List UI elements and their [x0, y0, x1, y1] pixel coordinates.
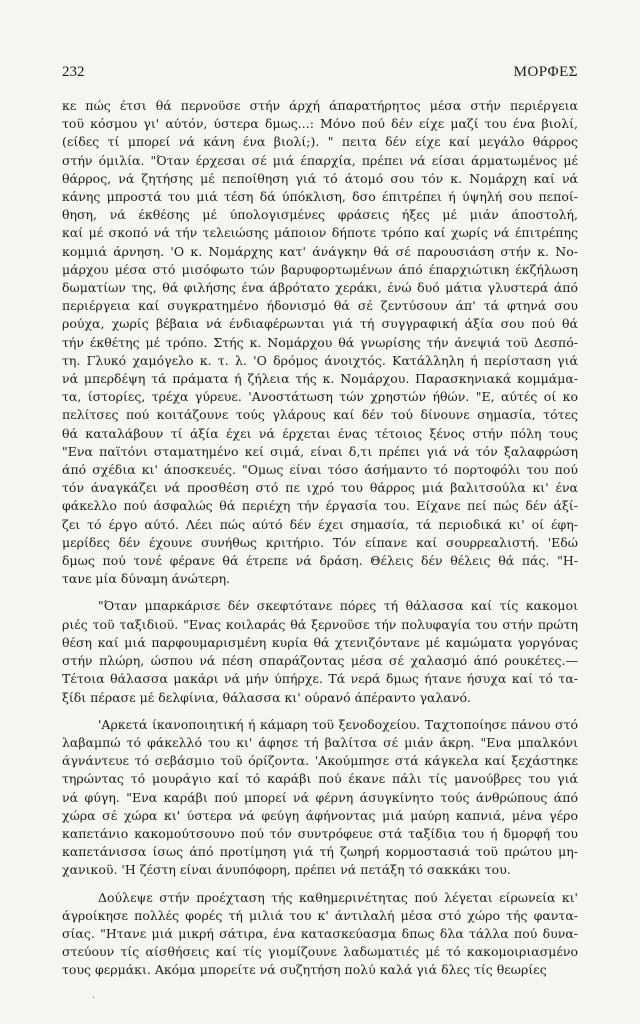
text-line: τήν έκθέτης μέ τρόπο. Στής κ. Νομάρχου θά γνωρίσης τήν άνεψιά τοϋ Δεσπό- [62, 334, 578, 350]
text-line: χώρα σέ χώρα κι' ύστερα νά φεύγη άφήνοντας μιά μαύρη καπνιά, μένα γέρο [62, 807, 578, 823]
text-line: χανικοϋ. 'Η ζέστη είναι άνυπόφορη, πρέπει νά πετάξη τό σακκάκι του. [62, 862, 511, 878]
text-line: Τέτοια θάλασσα μακάρι νά μήν ύπήρχε. Τά νερά δμως ήτανε ήσυχα καί τό τα- [62, 671, 578, 687]
paragraph [62, 597, 578, 706]
text-line: θέση καί μιά παρφουμαρισμένη κυρία θά χτενιζόντανε μέ καμώματα γοργόνας [62, 634, 578, 650]
text-line: "Ενα παϊτόνι σταματημένο κεί σιμά, είναι δ,τι πρέπει γιά νά τόν ξαλαφρώση [62, 443, 578, 459]
text-line: κε πώς έτσι θά περνοϋσε στήν άρχή άπαρατήρητος μέσα στήν περιέργεια [62, 98, 578, 113]
text-line: δμως πού τονέ φέρανε θά έτρεπε νά δράση. Θέλεις δέν θέλεις θά πάς. "Η- [62, 553, 578, 569]
text-line: νά μπερδέψη τά πράματα ή ζήλεια τής κ. Νομάρχου. Παρασκηνιακά κομμάμα- [62, 371, 578, 387]
running-title: ΜΟΡΦΕΣ [513, 64, 578, 80]
text-line: 'Αρκετά ίκανοποιητική ή κάμαρη τοϋ ξενοδοχείου. Ταχτοποίησε πάνου στό [98, 716, 578, 732]
text-line: ρούχα, χωρίς βέβαια νά ένδιαφέρωνται γιά τή συγγραφική άξία σου πού θά [62, 316, 578, 332]
text-line: "Όταν μπαρκάρισε δέν σκεφτότανε πόρες τή θάλασσα καί τίς κακομοι [98, 598, 578, 614]
text-line: θάρρος, νά ζητήσης μέ πεποίθηση γιά τό άτομό σου τόν κ. Νομάρχη καί νά [62, 170, 578, 186]
text-line: θηση, νά έκθέσης μέ ύπολογισμένες φράσεις ήξες μέ μιάν άποστολή, [62, 207, 578, 223]
text-line: (είδες τί μπορεί νά κάνη ένα βιολί;). " πειτα δέν είχε καί μεγάλο θάρρος [62, 134, 578, 150]
paragraph [62, 889, 578, 980]
text-line: κάνης μπροστά του μιά τέση δά ύπόκλιση, δσο έπιτρέπει ή ύψηλή σου πεποί- [62, 189, 578, 205]
text-line: περιέργεια καί συγκρατημένο ήδονισμό θά σέ ζεντύσουν άπ' τά φτηνά σου [62, 298, 578, 314]
text-line: άγροίκησε πολλές φορές τή μιλιά του κ' άντιλαλή μέσα στό χώρο τής φαντα- [62, 907, 578, 923]
text-line: θά καταλάβουν τί άξία έχει νά έρχεται ένας τέτοιος ξένος στήν πόλη τους [62, 425, 578, 441]
text-line: τανε μία δύναμη άνώτερη. [62, 571, 231, 587]
text-line: στήν όμιλία. "Όταν έρχεσαι σέ μιά έπαρχία, πρέπει νά είσαι άρματωμένος μέ [62, 152, 578, 168]
text-line: τη. Γλυκό χαμόγελο κ. τ. λ. 'Ο δρόμος άνοιχτός. Κατάλληλη ή περίσταση γιά [62, 352, 578, 368]
paragraph [62, 97, 578, 588]
text-line: μάρχου μέσα στό μισόφωτο τών βαρυφορτωμένων άπό έπαρχιώτικη έκζήλωση [62, 261, 578, 277]
text-line: καπετάνισσα ίσως άπό προτίμηση γιά τή ζωηρή κορμοστασιά τοϋ πρώτου μη- [62, 844, 578, 860]
text-line: ζει τό έργο αύτό. Λέει πώς αύτό δέν έχει σημασία, τά περιοδικά κι' οί έφη- [62, 516, 578, 532]
text-line: μερίδες δέν έχουνε συνήθως κριτήριο. Τόν είπανε καί σουρρεαλιστή. 'Εδώ [62, 534, 578, 550]
text-line: δωματίων της, θά φιλήσης ένα άβρότατο χεράκι, ένώ δυό μάτια γλυστερά άπό [62, 280, 578, 296]
text-line: τους φερμάκι. Ακόμα μπορείτε νά συζητήση πολύ καλά γιά δλες τίς θεωρίες [62, 962, 547, 978]
text-line: ριές τοϋ ταξιδιοϋ. "Ενας κοιλαράς θά ξερνοϋσε τήν πολυφαγία του στήν πρώτη [62, 616, 578, 632]
page-header [62, 64, 578, 84]
text-line: τοϋ κόσμου γι' αύτόν, ύστερα δμως...: Μόνο πού δέν είχε μαζί του ένα βιολί, [62, 116, 578, 132]
text-line: τα, ίστορίες, τρέχα γύρευε. 'Ανοστάτωση τών χρηστών ήθών. "Ε, αύτές οί κο [62, 389, 578, 405]
footer-mark: . [92, 990, 96, 1001]
paragraph [62, 716, 578, 880]
text-line: σίας. "Ητανε μιά μικρή σάτιρα, ένα κατασκεύασμα δπως δλα τάλλα πού δυνα- [62, 925, 578, 941]
text-line: καπετάνιο κακομούτσουνο πού τόν συντρόφευε στά ταξίδια του ή δμορφή του [62, 825, 578, 841]
text-line: καί μέ σκοπό νά τήν τελειώσης μάποιον δήποτε τρόπο καί χωρίς νά έπιτρέπης [62, 225, 578, 241]
text-line: ξίδι πέρασε μέ δελφίνια, θάλασσα κι' ούρανό άπέραντο γαλανό. [62, 689, 471, 705]
text-line: στήν πλώρη, ώσπου νά πέση σπαράζοντας μέσα σέ χαλασμό άπό ρουκέτες.— [62, 653, 578, 669]
text-line: τόν άναγκάζει νά προσθέση στό πε ιχρό του θάρρος μιά βαλιτσούλα κι' ένα [62, 480, 578, 496]
text-line: νά φύγη. "Ενα καράβι πού μπορεί νά φέρνη άσυγκίνητο τούς άνθρώπους άπό [62, 789, 578, 805]
text-line: άγνάντευε τό σεβάσμιο τοϋ όρίζοντα. 'Ακούμπησε στά κάγκελα καί ξεχάστηκε [62, 753, 578, 769]
text-line: τηρώντας τό μουράγιο καί τό καράβι πού έκανε πάλι τίς μανούβρες του γιά [62, 771, 578, 787]
text-line: πελίτσες πού κοιτάζουνε τούς γλάρους καί δέν τού δίνουνε σημασία, τότες [62, 407, 578, 423]
text-line: Δούλεψε στήν προέχταση τής καθημερινέτητας πού λέγεται είρωνεία κι' [98, 889, 578, 905]
page-number: 232 [62, 64, 85, 80]
text-line: λαβαμπώ τό φάκελλό του κι' άφησε τή βαλίτσα σέ μιάν άκρη. "Ενα μπαλκόνι [62, 734, 578, 750]
text-line: κομμιά άρνηση. 'Ο κ. Νομάρχης κατ' άνάγκην θά σέ παρουσιάση στήν κ. Νο- [62, 243, 578, 259]
text-line: στεύουν τίς αίσθήσεις καί τίς γιομίζουνε λαδωματιές μέ τό κακομοιριασμένο [62, 944, 578, 960]
text-line: άπό σχέδια κι' άποσκευές. "Ομως είναι τόσο άσήμαντο τό πορτοφόλι του πού [62, 462, 578, 478]
text-line: φάκελλο πού άσφαλώς θά περιέχη τήν έργασία του. Είχανε πεί πώς δέν άξί- [62, 498, 578, 514]
body-text [62, 97, 578, 980]
